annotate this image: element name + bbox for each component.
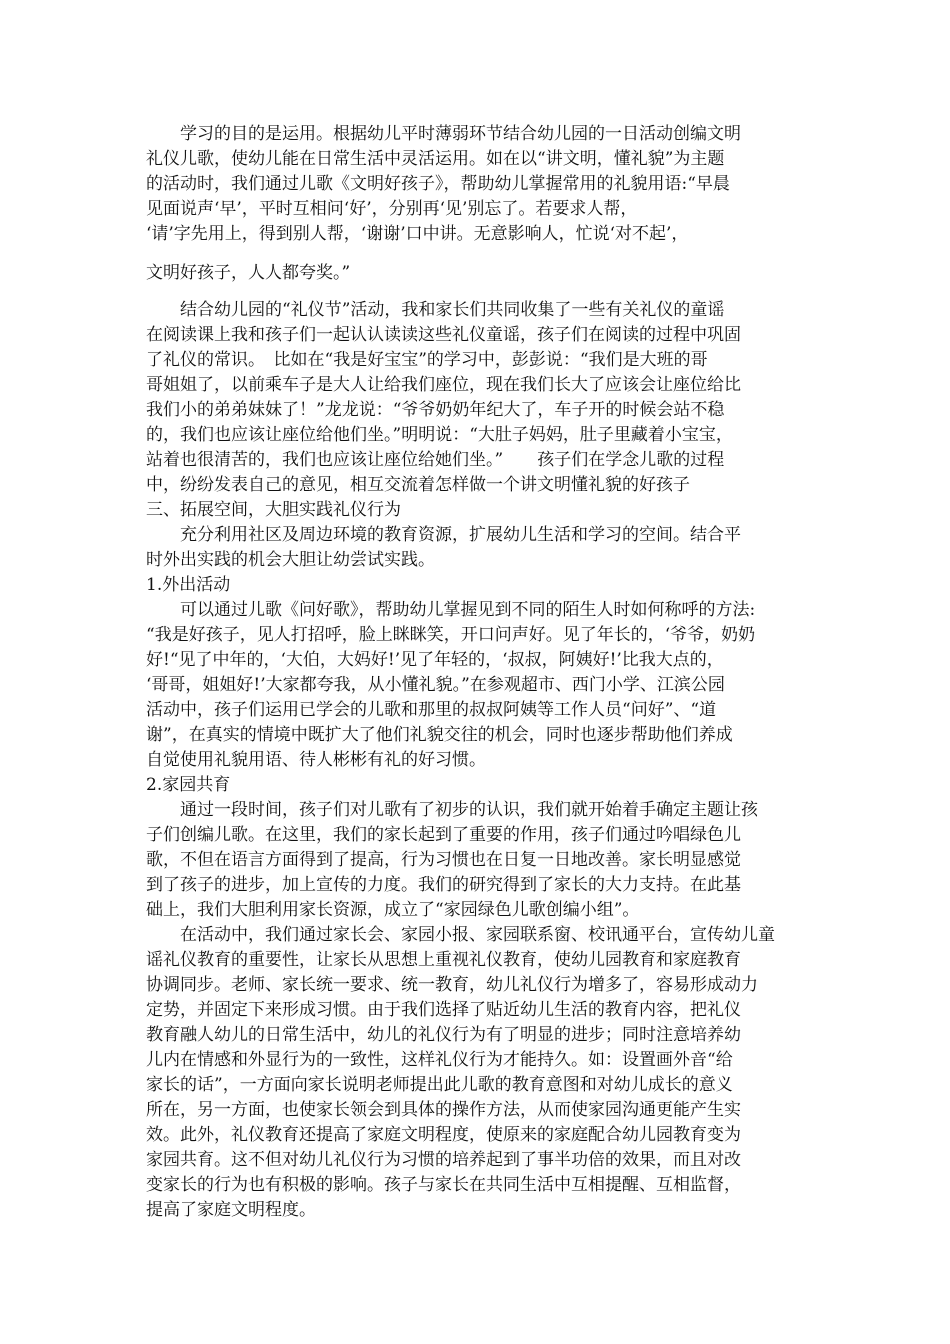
text-line: 文明好孩子，人人都夸奖。” [146,263,351,283]
text-line: 充分利用社区及周边环境的教育资源，扩展幼儿生活和学习的空间。结合平 [146,525,741,545]
text-line: 见面说声‘早’，平时互相问‘好’，分别再‘见’别忘了。若要求人帮， [146,199,638,219]
text-line: 家长的话”，一方面向家长说明老师提出此儿歌的教育意图和对幼儿成长的意义 [146,1075,733,1095]
text-line: 可以通过儿歌《问好歌》，帮助幼儿掌握见到不同的陌生人时如何称呼的方法: [146,600,756,620]
text-line: ‘哥哥，姐姐好!’大家都夸我，从小懂礼貌。”在参观超市、西门小学、江滨公园 [146,675,725,695]
text-line: 三、拓展空间，大胆实践礼仪行为 [146,500,401,520]
text-line: 时外出实践的机会大胆让幼尝试实践。 [146,550,435,570]
text-line: “我是好孩子，见人打招呼，脸上眯眯笑，开口问声好。见了年长的，‘爷爷，奶奶 [146,625,756,645]
text-line: 效。此外，礼仪教育还提高了家庭文明程度，使原来的家庭配合幼儿园教育变为 [146,1125,741,1145]
text-line: 家园共育。这不但对幼儿礼仪行为习惯的培养起到了事半功倍的效果，而且对改 [146,1150,741,1170]
text-line: 通过一段时间，孩子们对儿歌有了初步的认识，我们就开始着手确定主题让孩 [146,800,758,820]
text-line: 教育融人幼儿的日常生活中，幼儿的礼仪行为有了明显的进步；同时注意培养幼 [146,1025,741,1045]
text-line: 提高了家庭文明程度。 [146,1200,316,1220]
text-line: 到了孩子的进步，加上宣传的力度。我们的研究得到了家长的大力支持。在此基 [146,875,741,895]
text-line: 好!“见了中年的，‘大伯，大妈好!’见了年轻的，‘叔叔，阿姨好!’比我大点的， [146,650,724,670]
text-line: 了礼仪的常识。 比如在“我是好宝宝”的学习中，彭彭说：“我们是大班的哥 [146,350,708,370]
text-line: 的活动时，我们通过儿歌《文明好孩子》，帮助幼儿掌握常用的礼貌用语:“早晨 [146,174,730,194]
text-line: 定势，并固定下来形成习惯。由于我们选择了贴近幼儿生活的教育内容，把礼仪 [146,1000,741,1020]
text-line: 活动中，孩子们运用已学会的儿歌和那里的叔叔阿姨等工作人员“问好”、“道 [146,700,717,720]
text-line: 儿内在情感和外显行为的一致性，这样礼仪行为才能持久。如：设置画外音“给 [146,1050,733,1070]
text-line: 变家长的行为也有积极的影响。孩子与家长在共同生活中互相提醒、互相监督， [146,1175,741,1195]
text-line: 我们小的弟弟妹妹了！”龙龙说：“爷爷奶奶年纪大了，车子开的时候会站不稳 [146,400,725,420]
text-line: 结合幼儿园的“礼仪节”活动，我和家长们共同收集了一些有关礼仪的童谣 [146,300,725,320]
text-line: 自觉使用礼貌用语、待人彬彬有礼的好习惯。 [146,750,486,770]
text-line: 所在，另一方面，也使家长领会到具体的操作方法，从而使家园沟通更能产生实 [146,1100,741,1120]
text-line: 1.外出活动 [146,575,231,595]
text-line: 谣礼仪教育的重要性，让家长从思想上重视礼仪教育，使幼儿园教育和家庭教育 [146,950,741,970]
text-line: 歌，不但在语言方面得到了提高，行为习惯也在日复一日地改善。家长明显感觉 [146,850,741,870]
text-line: 子们创编儿歌。在这里，我们的家长起到了重要的作用，孩子们通过吟唱绿色儿 [146,825,741,845]
text-line: ‘请’字先用上，得到别人帮，‘谢谢’口中讲。无意影响人，忙说‘对不起’， [146,224,689,244]
text-line: 站着也很清苦的，我们也应该让座位给她们坐。” 孩子们在学念儿歌的过程 [146,450,725,470]
text-line: 学习的目的是运用。根据幼儿平时薄弱环节结合幼儿园的一日活动创编文明 [146,124,741,144]
text-line: 协调同步。老师、家长统一要求、统一教育，幼儿礼仪行为增多了，容易形成动力 [146,975,758,995]
text-line: 谢”，在真实的情境中既扩大了他们礼貌交往的机会，同时也逐步帮助他们养成 [146,725,733,745]
text-line: 础上，我们大胆利用家长资源，成立了“家园绿色儿歌创编小组”。 [146,900,640,920]
text-line: 的，我们也应该让座位给他们坐。”明明说：“大肚子妈妈，肚子里藏着小宝宝， [146,425,733,445]
text-line: 在阅读课上我和孩子们一起认认读读这些礼仪童谣，孩子们在阅读的过程中巩固 [146,325,741,345]
text-line: 礼仪儿歌，使幼儿能在日常生活中灵活运用。如在以“讲文明，懂礼貌”为主题 [146,149,725,169]
text-line: 在活动中，我们通过家长会、家园小报、家园联系窗、校讯通平台，宣传幼儿童 [146,925,775,945]
text-line: 哥姐姐了，以前乘车子是大人让给我们座位，现在我们长大了应该会让座位给比 [146,375,741,395]
text-line: 2.家园共育 [146,775,231,795]
text-line: 中，纷纷发表自己的意见，相互交流着怎样做一个讲文明懂礼貌的好孩子 [146,475,690,495]
